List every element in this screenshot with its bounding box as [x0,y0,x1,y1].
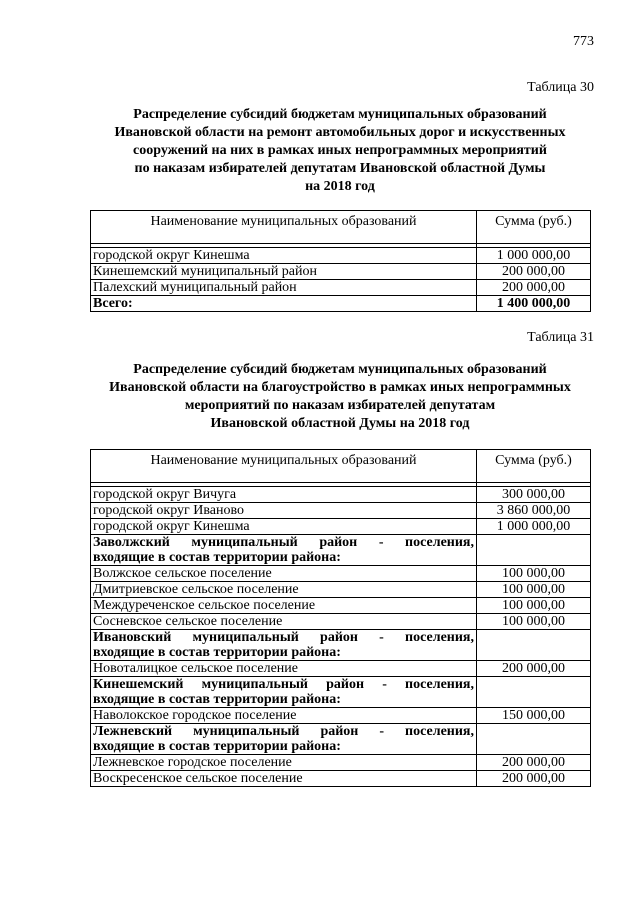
row-sum: 200 000,00 [477,280,591,296]
group-row [91,724,591,755]
row-sum: 100 000,00 [477,598,591,614]
row-sum: 3 860 000,00 [477,503,591,519]
table31-label: Таблица 31 [527,330,594,345]
table30-title-line: сооружений на них в рамках иных непрограммных мероприятий [133,143,547,158]
table31-title-line: Распределение субсидий бюджетам муниципальных образований [133,362,547,377]
group-heading-line: Заволжский муниципальный район - поселения, [93,535,474,550]
row-sum: 1 000 000,00 [477,248,591,264]
group-row [91,677,591,708]
table-row [91,755,591,771]
row-sum: 1 000 000,00 [477,519,591,535]
group-heading-line: Ивановский муниципальный район - поселения, [93,630,474,645]
table-row [91,519,591,535]
row-name: Сосневское сельское поселение [91,614,477,630]
row-name: Волжское сельское поселение [91,566,477,582]
table30-header-name: Наименование муниципальных образований [91,211,477,244]
table30-title-line: Ивановской области на ремонт автомобильных дорог и искусственных [114,125,566,140]
row-sum: 100 000,00 [477,614,591,630]
group-heading [91,630,477,661]
row-name: Кинешемский муниципальный район [91,264,477,280]
table30-header-row [91,211,591,244]
table31-title-line: Ивановской области на благоустройство в рамках иных непрограммных [109,380,571,395]
table-row [91,280,591,296]
row-sum: 100 000,00 [477,566,591,582]
row-name: городской округ Иваново [91,503,477,519]
table31 [90,449,591,787]
row-name: городской округ Кинешма [91,519,477,535]
row-name: Лежневское городское поселение [91,755,477,771]
table-row [91,566,591,582]
group-heading-line: Кинешемский муниципальный район - поселения, [93,677,474,692]
page-number: 773 [573,34,594,49]
table-row [91,264,591,280]
row-name: Палехский муниципальный район [91,280,477,296]
group-row [91,630,591,661]
table31-title-line: Ивановской областной Думы на 2018 год [210,416,470,431]
table30-title-line: по наказам избирателей депутатам Ивановской областной Думы [134,161,546,176]
row-sum: 300 000,00 [477,487,591,503]
table30-title-line: на 2018 год [305,179,375,194]
row-name: Воскресенское сельское поселение [91,771,477,787]
row-name: Дмитриевское сельское поселение [91,582,477,598]
table30-total-row [91,296,591,312]
table30-title [90,106,590,196]
group-row [91,535,591,566]
table30-title-line: Распределение субсидий бюджетам муниципальных образований [133,107,547,122]
table-row [91,582,591,598]
row-name: городской округ Кинешма [91,248,477,264]
group-heading-line: входящие в состав территории района: [93,550,341,565]
table31-header-sum: Сумма (руб.) [477,450,591,483]
table-row [91,661,591,677]
table30-label: Таблица 30 [527,80,594,95]
table31-header-name: Наименование муниципальных образований [91,450,477,483]
group-heading-line: входящие в состав территории района: [93,739,341,754]
row-sum: 150 000,00 [477,708,591,724]
table-row [91,503,591,519]
total-label: Всего: [91,296,477,312]
row-sum: 200 000,00 [477,771,591,787]
row-name: городской округ Вичуга [91,487,477,503]
group-heading [91,535,477,566]
table-row [91,771,591,787]
group-heading-line: входящие в состав территории района: [93,645,341,660]
table-row [91,487,591,503]
table-row [91,614,591,630]
table-row [91,248,591,264]
table30-header-sum: Сумма (руб.) [477,211,591,244]
row-sum: 200 000,00 [477,755,591,771]
group-heading-line: Лежневский муниципальный район - поселения, [93,724,474,739]
table31-header-row [91,450,591,483]
table-row [91,598,591,614]
row-name: Наволокское городское поселение [91,708,477,724]
group-heading-line: входящие в состав территории района: [93,692,341,707]
row-sum: 100 000,00 [477,582,591,598]
row-sum: 200 000,00 [477,264,591,280]
row-name: Междуреченское сельское поселение [91,598,477,614]
table31-title [90,361,590,433]
group-heading [91,724,477,755]
table-row [91,708,591,724]
row-sum: 200 000,00 [477,661,591,677]
row-name: Новоталицкое сельское поселение [91,661,477,677]
table31-title-line: мероприятий по наказам избирателей депутатам [184,398,496,413]
total-sum: 1 400 000,00 [477,296,591,312]
table30 [90,210,591,312]
group-heading [91,677,477,708]
